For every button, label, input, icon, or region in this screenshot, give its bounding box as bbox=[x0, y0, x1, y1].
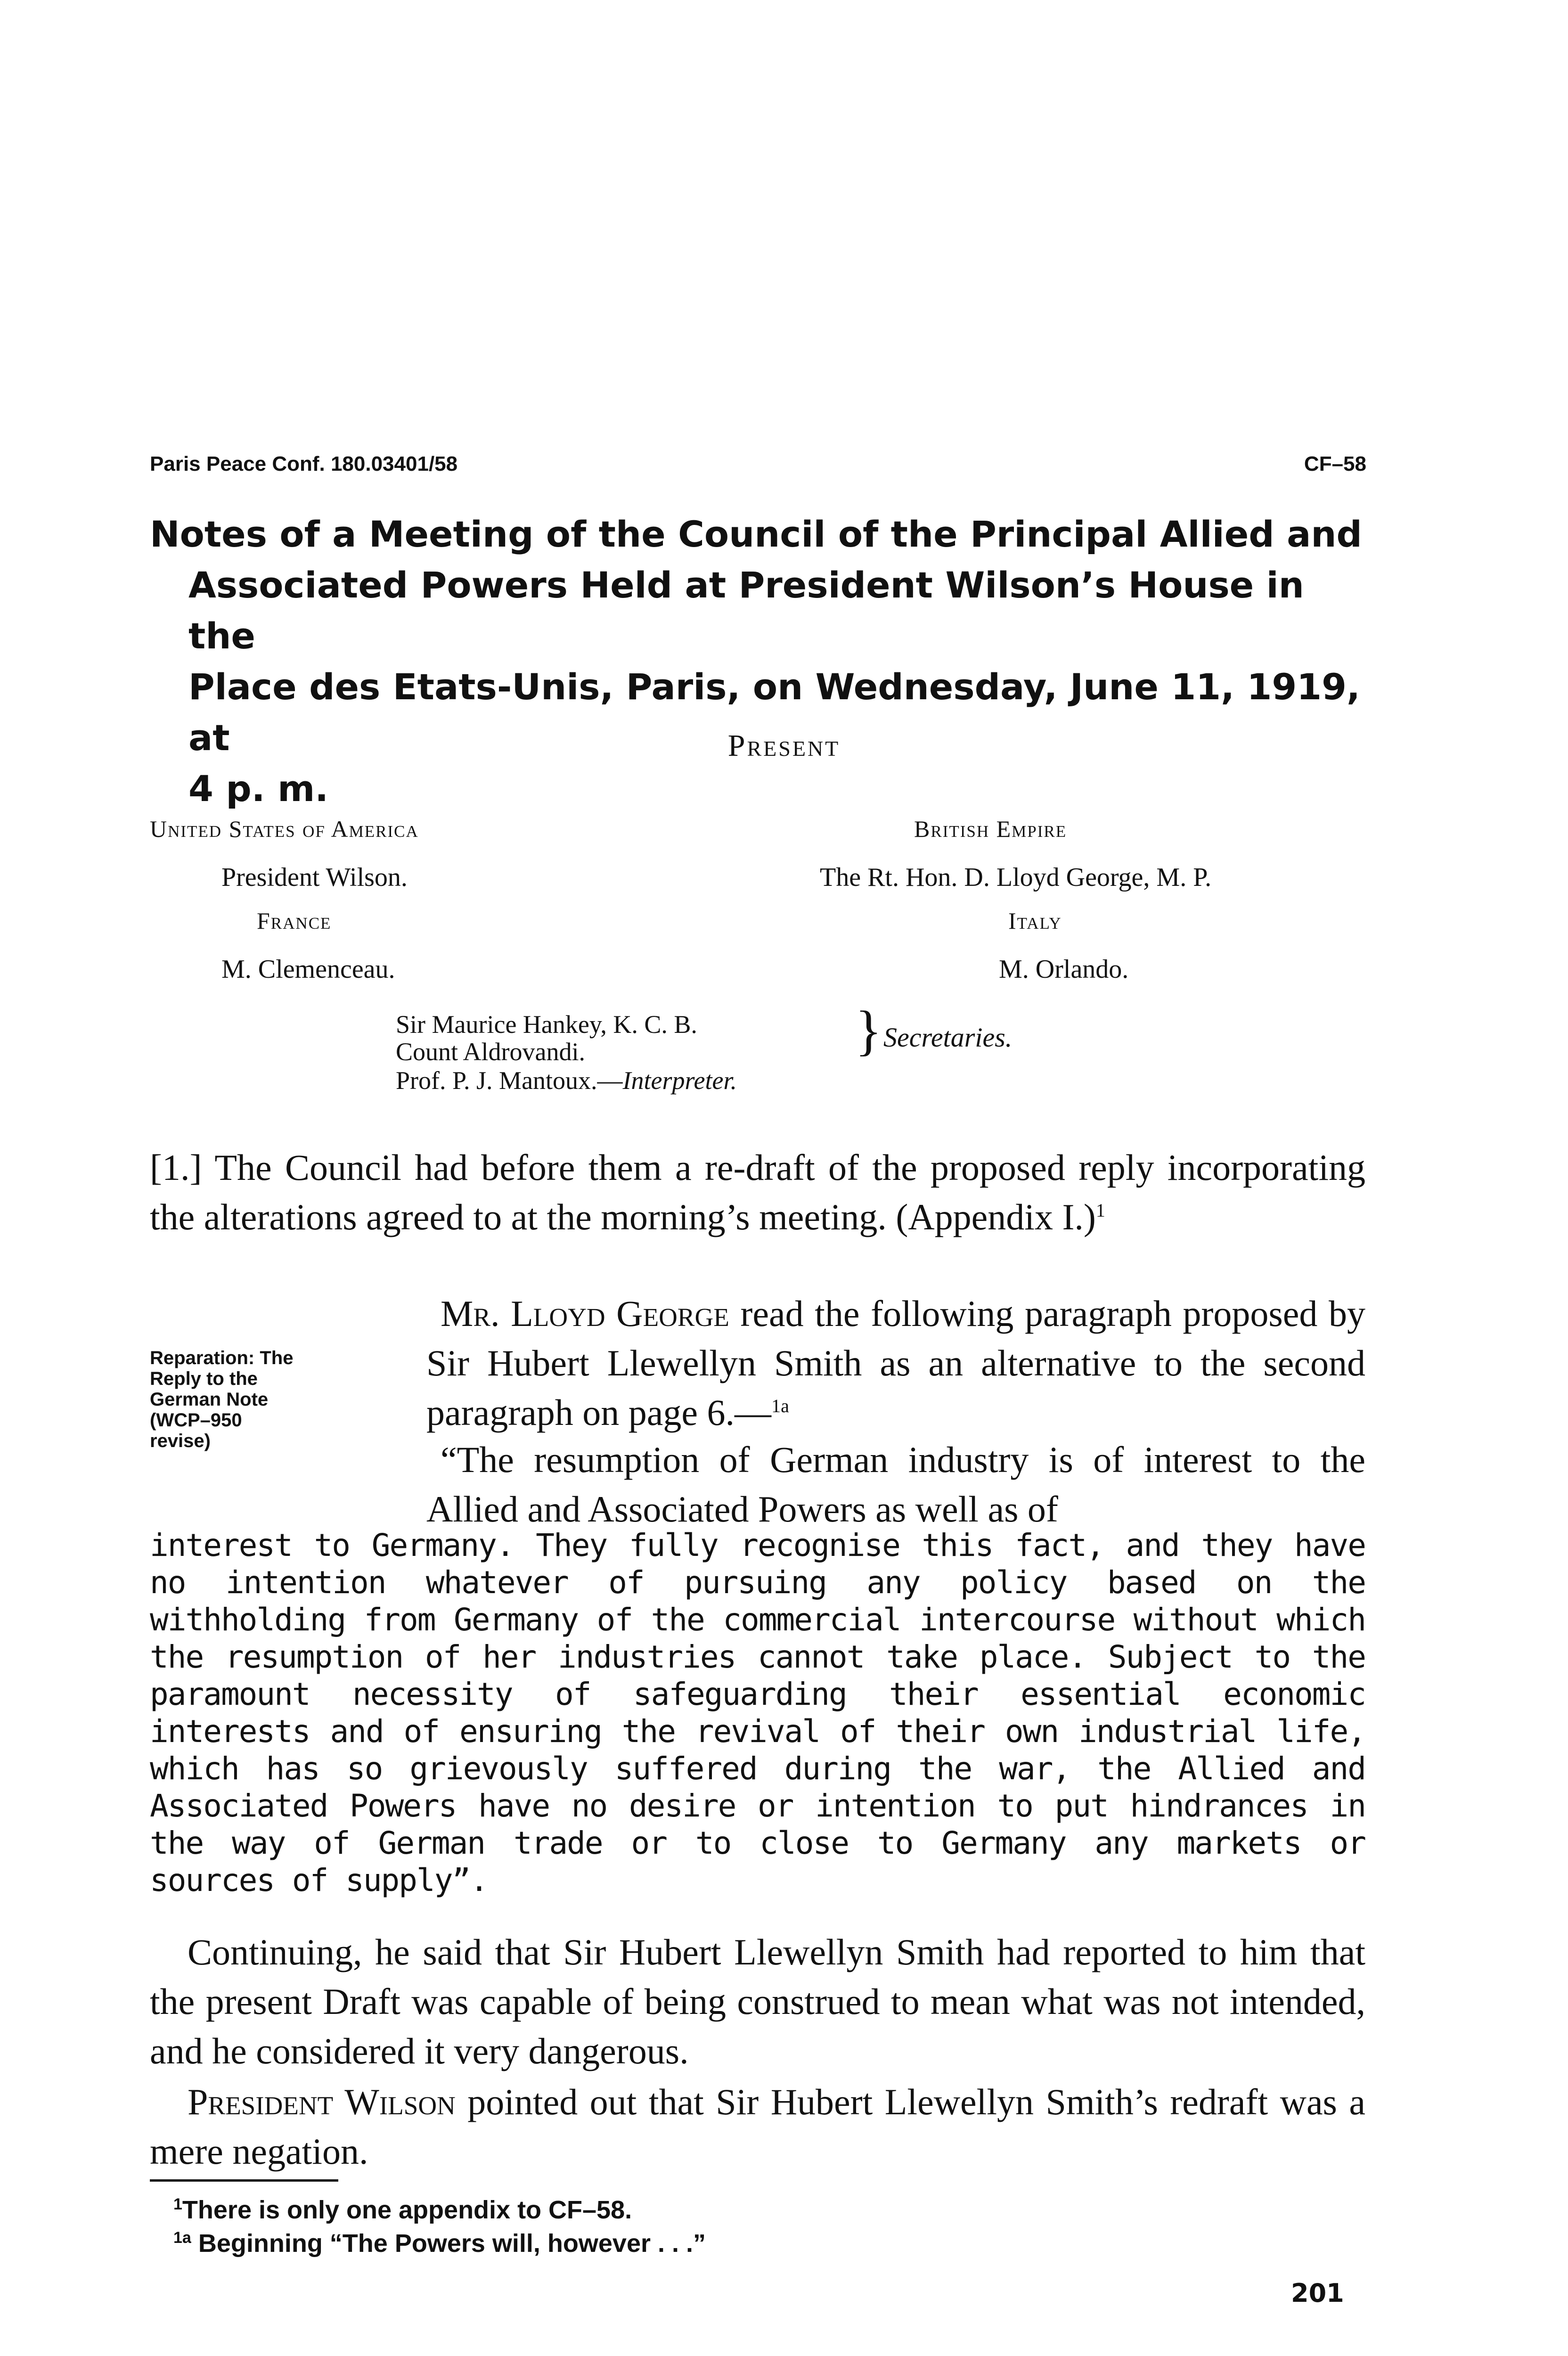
margin-note-line-1: Reparation: The bbox=[150, 1348, 294, 1368]
footnote-1a-mark: 1a bbox=[173, 2229, 191, 2247]
interpreter-line bbox=[396, 1067, 737, 1094]
title-line-1: Notes of a Meeting of the Council of the Principal Allied and bbox=[150, 513, 1362, 555]
title-line-2: Associated Powers Held at President Wilson’s House in the bbox=[188, 564, 1304, 657]
footnote-ref-1: 1 bbox=[1095, 1200, 1105, 1221]
document-reference: Paris Peace Conf. 180.03401/58 bbox=[150, 452, 458, 475]
secretary-hankey: Sir Maurice Hankey, K. C. B. bbox=[396, 1010, 697, 1039]
paragraph-2 bbox=[426, 1289, 1365, 1437]
paragraph-1 bbox=[150, 1143, 1365, 1242]
paragraph-3: Continuing, he said that Sir Hubert Llewellyn Smith had reported to him that the present Draft was capable of being construed to mean what was not intended, and he considered it very dangerous. bbox=[150, 1931, 1365, 2071]
footnote-1a-text: Beginning “The Powers will, however . . .” bbox=[198, 2229, 706, 2258]
title-line-3: Place des Etats-Unis, Paris, on Wednesday, June 11, 1919, at bbox=[188, 666, 1360, 759]
paragraph-2-text: read the following paragraph proposed by Sir Hubert Llewellyn Smith as an alternative to the second paragraph on page 6.— bbox=[426, 1293, 1365, 1433]
secretaries-brace: } bbox=[855, 999, 882, 1061]
secretary-aldrovandi: Count Aldrovandi. bbox=[396, 1038, 585, 1066]
paragraph-4 bbox=[150, 2077, 1365, 2176]
page-number: 201 bbox=[1291, 2278, 1344, 2308]
speaker-wilson: President Wilson bbox=[188, 2081, 456, 2122]
title-line-4: 4 p. m. bbox=[188, 768, 329, 810]
present-heading: Present bbox=[727, 728, 841, 763]
france-heading: France bbox=[257, 908, 332, 934]
italy-delegate: M. Orlando. bbox=[999, 955, 1129, 984]
footnote-ref-1a: 1a bbox=[771, 1395, 789, 1416]
margin-note bbox=[150, 1348, 293, 1451]
paragraph-1-text: [1.] The Council had before them a re-draft of the proposed reply incorporating the alterations agreed to at the morning’s meeting. (Appendix I.) bbox=[150, 1147, 1365, 1237]
britain-delegate: The Rt. Hon. D. Lloyd George, M. P. bbox=[820, 863, 1212, 892]
secretaries-block bbox=[396, 1011, 697, 1065]
footnote-1-mark: 1 bbox=[173, 2195, 182, 2213]
speaker-lloyd-george: Mr. Lloyd George bbox=[441, 1293, 729, 1334]
margin-note-line-5: revise) bbox=[150, 1431, 211, 1451]
paragraph-4-text: pointed out that Sir Hubert Llewellyn Smith’s redraft was a mere negation. bbox=[150, 2081, 1365, 2172]
margin-note-line-2: Reply to the bbox=[150, 1368, 258, 1389]
document-id: CF–58 bbox=[1304, 452, 1366, 475]
footnote-1-text: There is only one appendix to CF–58. bbox=[182, 2196, 632, 2224]
usa-heading: United States of America bbox=[150, 816, 419, 842]
britain-heading: British Empire bbox=[914, 816, 1067, 842]
italy-heading: Italy bbox=[1008, 908, 1062, 934]
margin-note-line-4: (WCP–950 bbox=[150, 1410, 242, 1431]
meeting-title bbox=[150, 509, 1375, 814]
footnote-1a bbox=[173, 2227, 706, 2260]
quoted-paragraph: interest to Germany. They fully recognise this fact, and they have no intention whatever of pursuing any policy based on the withholding from Germany of the commercial intercourse without which the resumption of her industries cannot take place. Subject to the paramount necessity of safeguarding their essential economic interests and of ensuring the revival of their own industrial life, which has so grievously suffered during the war, the Allied and Associated Powers have no desire or intention to put hindrances in the way of German trade or to close to Germany any markets or sources of supply”. bbox=[150, 1527, 1365, 1898]
quote-lead: “The resumption of German industry is of interest to the Allied and Associated Powers as well as of bbox=[426, 1439, 1365, 1530]
footnote-1 bbox=[173, 2193, 632, 2226]
secretaries-label: Secretaries. bbox=[883, 1022, 1013, 1053]
interpreter-name: Prof. P. J. Mantoux.— bbox=[396, 1066, 623, 1095]
usa-delegate: President Wilson. bbox=[221, 863, 408, 892]
footnote-divider bbox=[150, 2179, 338, 2182]
france-delegate: M. Clemenceau. bbox=[221, 955, 395, 984]
margin-note-line-3: German Note bbox=[150, 1389, 269, 1410]
interpreter-label: Interpreter. bbox=[622, 1066, 737, 1095]
